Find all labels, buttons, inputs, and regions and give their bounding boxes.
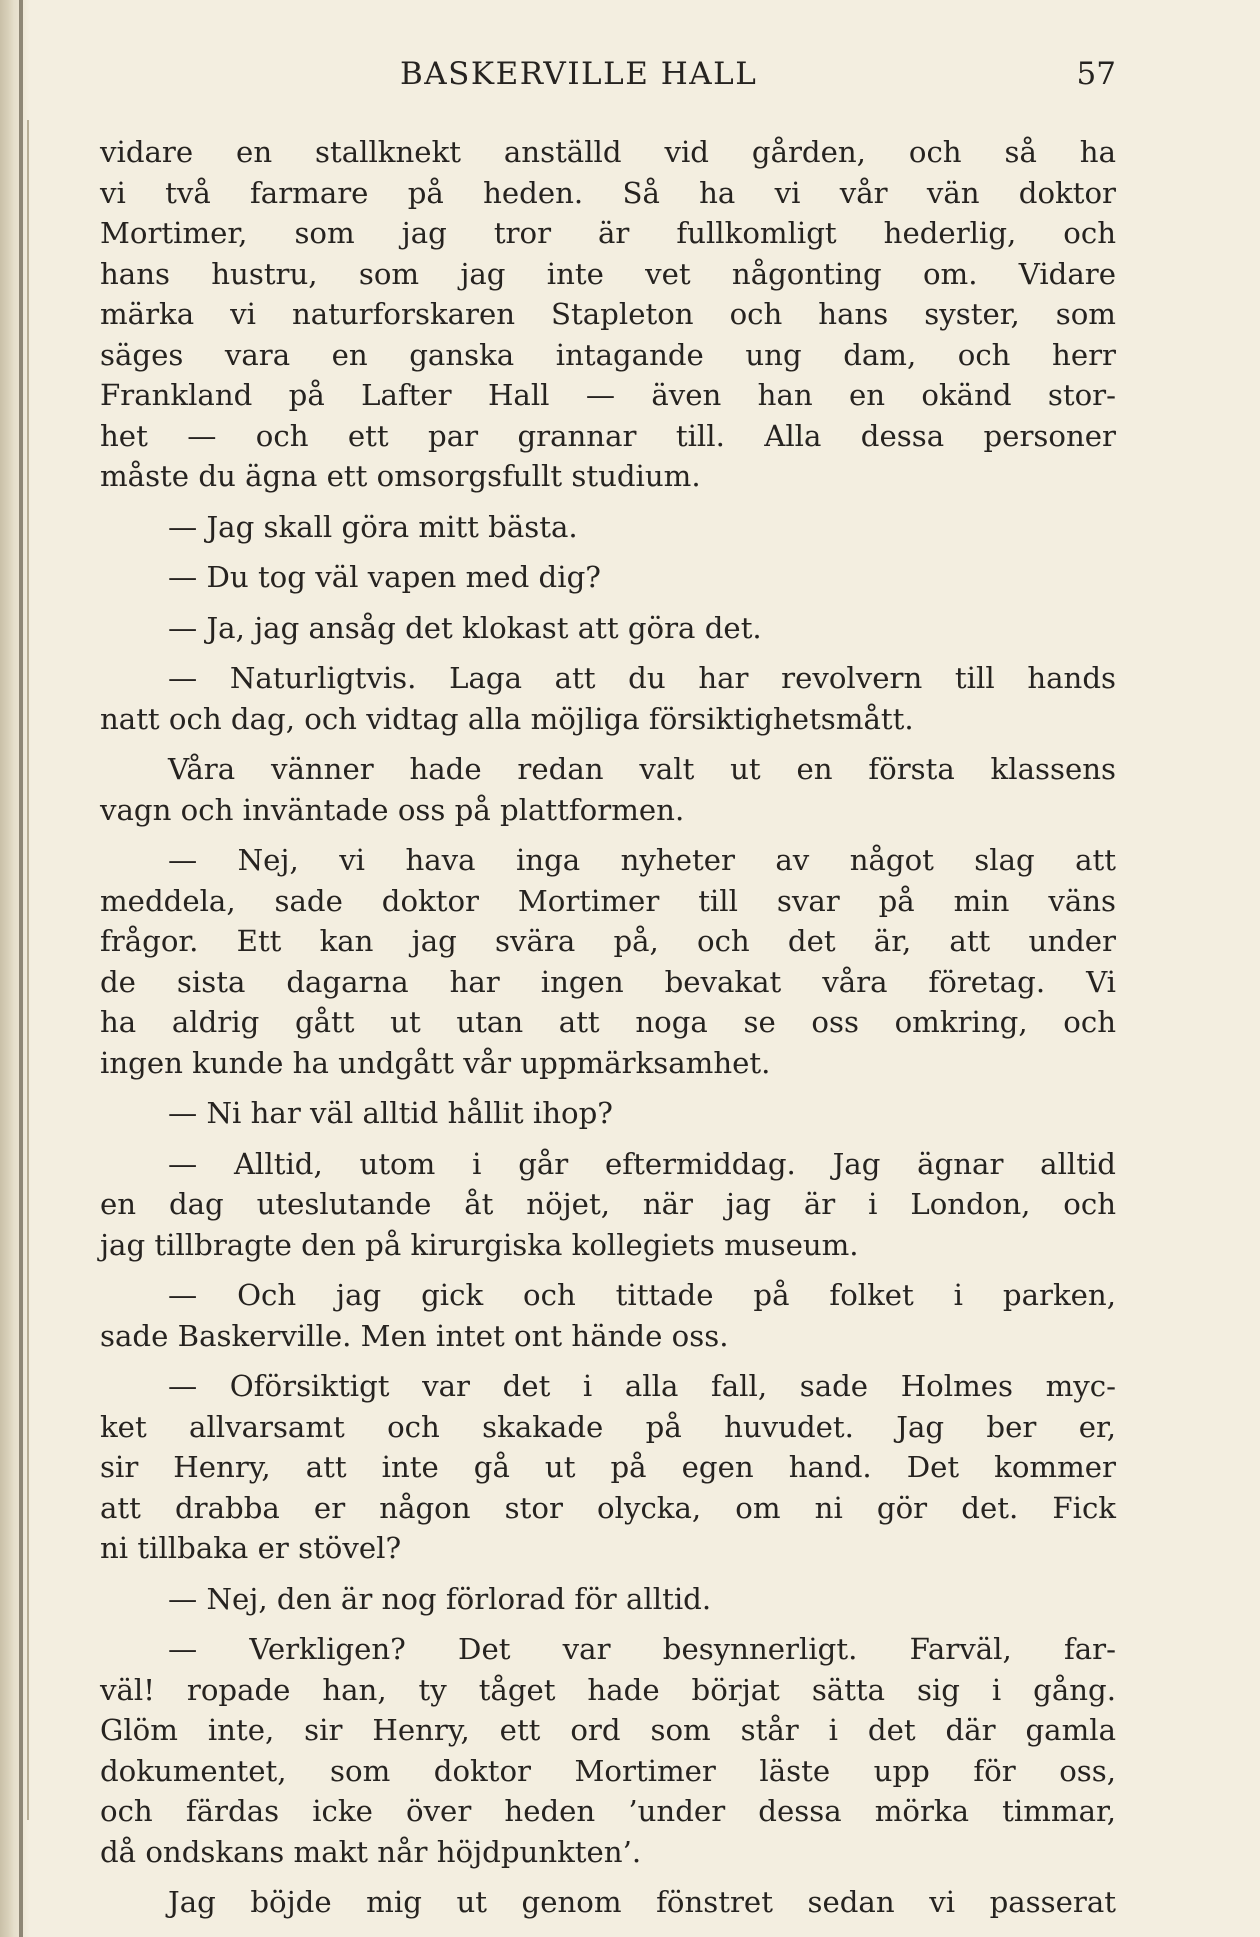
book-gutter bbox=[0, 0, 30, 1937]
text-line: Jag böjde mig ut genom fönstret sedan vi passerat bbox=[168, 1885, 1116, 1919]
text-line: säges vara en ganska intagande ung dam, och herr bbox=[100, 337, 1116, 372]
text-line: Glöm inte, sir Henry, ett ord som står i det där gamla bbox=[100, 1713, 1116, 1747]
paragraph bbox=[100, 1366, 1116, 1569]
text-line: — Jag skall göra mitt bästa. bbox=[168, 509, 578, 544]
paragraph bbox=[100, 1882, 1116, 1923]
paragraph bbox=[100, 507, 1116, 548]
text-line: vagn och inväntade oss på plattformen. bbox=[100, 792, 685, 827]
text-line: och färdas icke över heden ’under dessa mörka timmar, bbox=[100, 1794, 1116, 1828]
paragraph bbox=[100, 658, 1116, 739]
text-line: märka vi naturforskaren Stapleton och hans syster, som bbox=[100, 297, 1116, 331]
text-line: — Du tog väl vapen med dig? bbox=[168, 560, 601, 594]
paragraph bbox=[100, 840, 1116, 1083]
text-line: att drabba er någon stor olycka, om ni gör det. Fick bbox=[100, 1490, 1116, 1525]
text-line: måste du ägna ett omsorgsfullt studium. bbox=[100, 459, 701, 493]
text-line: — Nej, den är nog förlorad för alltid. bbox=[168, 1581, 712, 1616]
text-line: frågor. Ett kan jag svära på, och det är, att under bbox=[100, 924, 1116, 958]
text-line: Frankland på Lafter Hall — även han en okänd stor- bbox=[100, 378, 1116, 412]
paragraph-gap bbox=[100, 830, 1116, 840]
paragraph bbox=[100, 1579, 1116, 1620]
text-line: — Naturligtvis. Laga att du har revolvern till hands bbox=[168, 661, 1116, 695]
paragraph-gap bbox=[100, 598, 1116, 608]
text-line: hans hustru, som jag inte vet någonting om. Vidare bbox=[100, 256, 1116, 291]
text-line: ni tillbaka er stövel? bbox=[100, 1531, 402, 1565]
text-line: då ondskans makt når höjdpunkten’. bbox=[100, 1834, 642, 1869]
paragraph bbox=[100, 1275, 1116, 1356]
text-line: meddela, sade doktor Mortimer till svar på min väns bbox=[100, 883, 1116, 918]
text-line: Mortimer, som jag tror är fullkomligt hederlig, och bbox=[100, 216, 1116, 250]
text-line: ingen kunde ha undgått vår uppmärksamhet. bbox=[100, 1045, 771, 1080]
paragraph bbox=[100, 1144, 1116, 1266]
text-line: en dag uteslutande åt nöjet, när jag är i London, och bbox=[100, 1187, 1116, 1221]
text-line: — Nej, vi hava inga nyheter av något slag att bbox=[168, 843, 1116, 877]
paragraph bbox=[100, 557, 1116, 598]
paragraph-gap bbox=[100, 1083, 1116, 1093]
text-line: — Oförsiktigt var det i alla fall, sade Holmes myc- bbox=[168, 1369, 1116, 1403]
text-line: — Ja, jag ansåg det klokast att göra det. bbox=[168, 610, 762, 645]
text-line: jag tillbragte den på kirurgiska kollegiets museum. bbox=[100, 1227, 859, 1262]
text-line: — Och jag gick och tittade på folket i parken, bbox=[168, 1278, 1116, 1312]
paragraph-gap bbox=[100, 739, 1116, 749]
paragraph-gap bbox=[100, 547, 1116, 557]
text-line: — Ni har väl alltid hållit ihop? bbox=[168, 1096, 613, 1130]
paragraph-gap bbox=[100, 1872, 1116, 1882]
text-line: väl! ropade han, ty tåget hade börjat sätta sig i gång. bbox=[100, 1672, 1116, 1707]
paragraph-gap bbox=[100, 497, 1116, 507]
body-text bbox=[100, 132, 1116, 1923]
paragraph-gap bbox=[100, 1265, 1116, 1275]
text-line: ket allvarsamt och skakade på huvudet. Jag ber er, bbox=[100, 1409, 1116, 1444]
paragraph bbox=[100, 1629, 1116, 1872]
text-line: natt och dag, och vidtag alla möjliga försiktighetsmått. bbox=[100, 701, 914, 736]
text-line: de sista dagarna har ingen bevakat våra företag. Vi bbox=[100, 964, 1116, 999]
text-line: dokumentet, som doktor Mortimer läste upp för oss, bbox=[100, 1753, 1116, 1788]
paragraph-gap bbox=[100, 1134, 1116, 1144]
paragraph bbox=[100, 1093, 1116, 1134]
gutter-edge-line bbox=[19, 0, 23, 1937]
text-line: het — och ett par grannar till. Alla dessa personer bbox=[100, 418, 1116, 453]
paragraph-gap bbox=[100, 1356, 1116, 1366]
page-number: 57 bbox=[1076, 56, 1116, 92]
text-line: — Verkligen? Det var besynnerligt. Farväl, far- bbox=[168, 1632, 1116, 1666]
paragraph-gap bbox=[100, 648, 1116, 658]
paragraph bbox=[100, 608, 1116, 649]
text-line: sade Baskerville. Men intet ont hände oss. bbox=[100, 1318, 729, 1353]
paragraph-gap bbox=[100, 1619, 1116, 1629]
paragraph bbox=[100, 132, 1116, 497]
paragraph bbox=[100, 749, 1116, 830]
text-line: — Alltid, utom i går eftermiddag. Jag ägnar alltid bbox=[168, 1146, 1116, 1181]
text-line: vi två farmare på heden. Så ha vi vår vän doktor bbox=[100, 175, 1116, 210]
paragraph-gap bbox=[100, 1569, 1116, 1579]
text-line: ha aldrig gått ut utan att noga se oss omkring, och bbox=[100, 1005, 1116, 1039]
text-line: vidare en stallknekt anställd vid gården, och så ha bbox=[100, 135, 1116, 169]
text-line: sir Henry, att inte gå ut på egen hand. Det kommer bbox=[100, 1450, 1116, 1484]
gutter-shadow-line bbox=[27, 120, 29, 1820]
running-title: BASKERVILLE HALL bbox=[400, 56, 758, 92]
text-line: Våra vänner hade redan valt ut en första klassens bbox=[168, 752, 1116, 786]
page-header bbox=[100, 56, 1116, 100]
